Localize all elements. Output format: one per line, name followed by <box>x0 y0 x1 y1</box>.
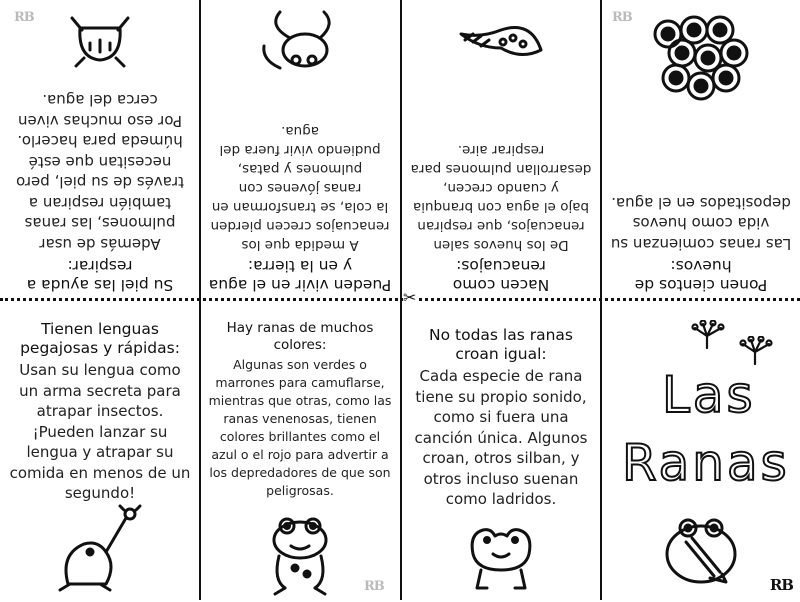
panel-text: Además de usar pulmones, las ranas también respiran a través de su piel, pero necesitan que esté húmeda para hacerlo. Por eso muchas viven cerca del agua. <box>16 91 184 253</box>
panel-skin-breathing <box>0 0 200 300</box>
panel-tadpoles <box>401 0 601 300</box>
panel-title: No todas las ranas croan igual: <box>429 326 573 363</box>
panel-colors <box>200 302 400 602</box>
frog-catching-fly-icon <box>0 504 200 596</box>
brand-mark: RB <box>769 576 793 594</box>
panel-text: Las ranas comienzan su vida como huevos depositados en el agua. <box>610 194 792 253</box>
panel-text: Algunas son verdes o marrones para camuflarse, mientras que otras, como las ranas venenosas, tienen colores brillantes como el azul o el rojo para advertir a los depredadores de que son peligrosas. <box>208 357 392 498</box>
panel-title: Hay ranas de muchos colores: <box>226 320 374 353</box>
panel-eggs <box>601 0 800 300</box>
panel-text: A medida que los renacuajos crecen pierden la cola, se transforman en ranas jóvenes con pulmones y patas, pudiendo vivir fuera del agua. <box>210 123 390 253</box>
panel-water-land <box>200 0 400 300</box>
panel-text: Cada especie de rana tiene su propio sonido, como si fuera una canción única. Algunos croan, otros silban, y otros incluso suenan como ladridos. <box>414 367 588 508</box>
panel-text: De los huevos salen renacuajos, que respiran bajo el agua con branquia y cuando crecen, desarrollan pulmones para respirar aire. <box>410 142 592 253</box>
brand-mark: RB <box>612 10 632 25</box>
panel-title: Pueden vivir en el agua y en la tierra: <box>208 257 392 294</box>
scissors-icon: ✂ <box>403 288 417 307</box>
brand-mark: RB <box>364 579 384 594</box>
frog-face-icon <box>401 514 601 594</box>
panel-title: Ponen cientos de huevos: <box>634 257 768 294</box>
tadpole-icon <box>401 10 601 70</box>
panel-sounds <box>401 302 601 602</box>
cover-title-line1: Las <box>662 366 756 424</box>
cover-title <box>610 358 800 498</box>
panel-tongues <box>0 302 200 602</box>
frog-jumping-icon <box>200 6 400 90</box>
frog-hand-icon <box>689 320 725 354</box>
panel-title: Nacen como renacuajos: <box>452 257 550 294</box>
brand-mark: RB <box>14 10 34 25</box>
panel-title: Su piel las ayuda a respirar: <box>26 257 174 294</box>
panel-title: Tienen lenguas pegajosas y rápidas: <box>20 320 180 357</box>
cover-title-line2: Ranas <box>622 434 790 492</box>
panel-text: Usan su lengua como un arma secreta para atrapar insectos. ¡Pueden lanzar su lengua y atrapar su comida en menos de un segundo! <box>9 361 191 502</box>
